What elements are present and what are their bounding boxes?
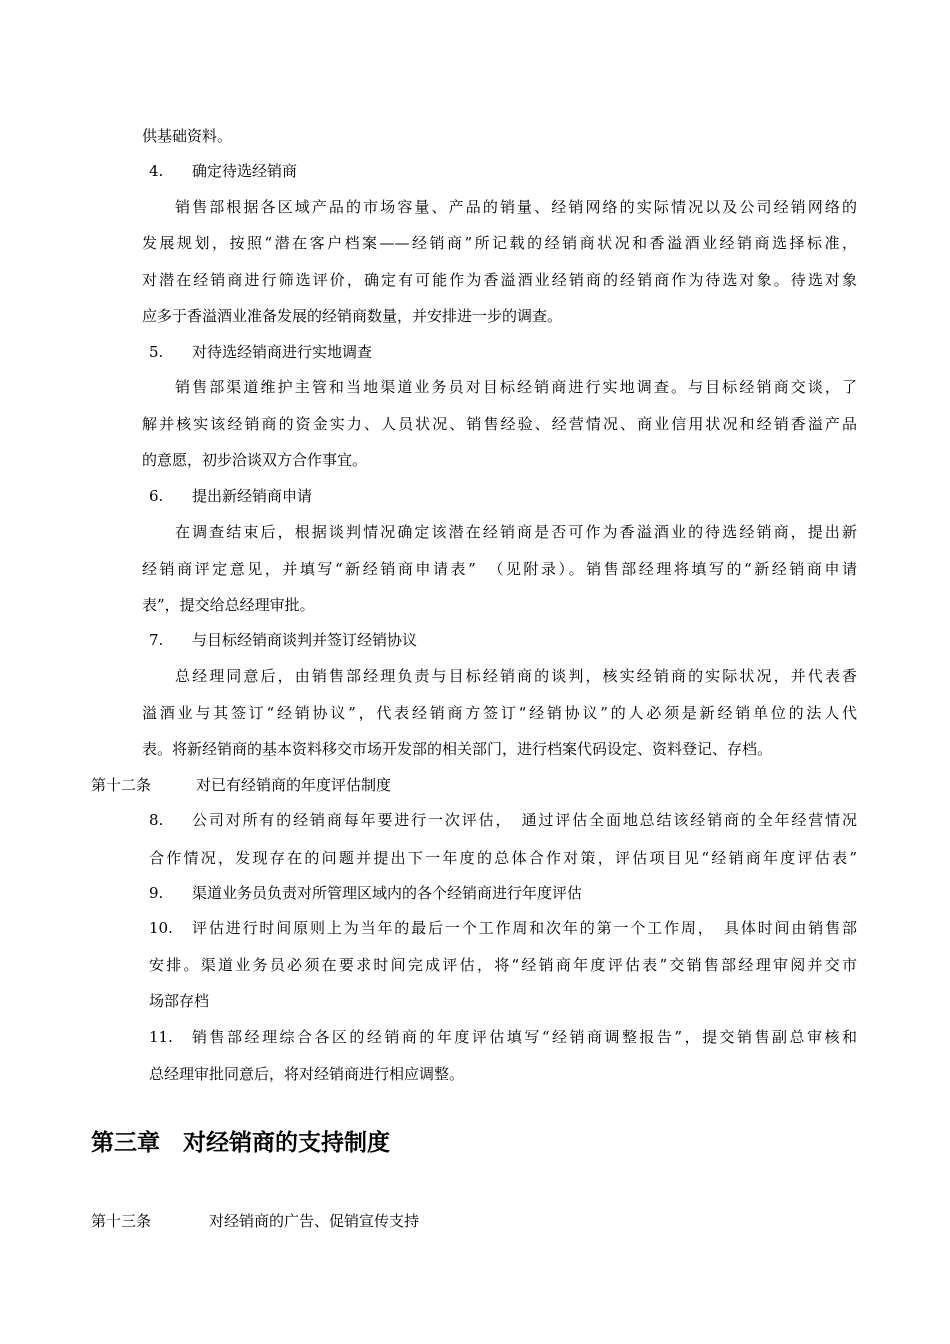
article-label: 第十二条 xyxy=(91,776,152,794)
paragraph-line: 公司对所有的经销商每年要进行一次评估， 通过评估全面地总结该经销商的全年经营情况 xyxy=(192,811,857,829)
paragraph-line: 供基础资料。 xyxy=(142,127,233,145)
paragraph-line: 的意愿，初步洽谈双方合作事宜。 xyxy=(142,451,368,469)
article-title: 对已有经销商的年度评估制度 xyxy=(196,776,392,794)
article-label: 第十三条 xyxy=(91,1212,152,1230)
item-number: 10. xyxy=(149,919,173,937)
chapter-heading: 第三章 对经销商的支持制度 xyxy=(91,1130,390,1156)
paragraph-line: 解并核实该经销商的资金实力、人员状况、销售经验、经营情况、商业信用状况和经销香溢产品 xyxy=(142,415,857,433)
item-heading: 对待选经销商进行实地调查 xyxy=(192,343,373,361)
paragraph-line: 销售部根据各区域产品的市场容量、产品的销量、经销网络的实际情况以及公司经销网络的 xyxy=(175,198,857,216)
paragraph-line: 场部存档 xyxy=(149,992,210,1010)
item-number: 5. xyxy=(149,343,164,361)
paragraph-line: 对潜在经销商进行筛选评价，确定有可能作为香溢酒业经销商的经销商作为待选对象。待选对象 xyxy=(142,271,857,289)
paragraph-line: 总经理同意后，由销售部经理负责与目标经销商的谈判，核实经销商的实际状况，并代表香 xyxy=(175,667,857,685)
paragraph-line: 经销商评定意见，并填写“新经销商申请表” （见附录）。销售部经理将填写的“新经销商申请 xyxy=(142,560,857,578)
paragraph-line: 表”，提交给总经理审批。 xyxy=(142,596,315,614)
paragraph-line: 表。将新经销商的基本资料移交市场开发部的相关部门，进行档案代码设定、资料登记、存档。 xyxy=(142,740,773,758)
paragraph-line: 发展规划，按照“潜在客户档案——经销商”所记载的经销商状况和香溢酒业经销商选择标准， xyxy=(142,234,857,252)
item-number: 8. xyxy=(149,811,164,829)
paragraph-line: 安排。渠道业务员必须在要求时间完成评估，将“经销商年度评估表”交销售部经理审阅并交市 xyxy=(149,956,857,974)
item-heading: 提出新经销商申请 xyxy=(192,487,313,505)
item-number: 9. xyxy=(149,884,164,902)
paragraph-line: 评估进行时间原则上为当年的最后一个工作周和次年的第一个工作周， 具体时间由销售部 xyxy=(192,919,857,937)
paragraph-line: 合作情况，发现存在的问题并提出下一年度的总体合作对策，评估项目见“经销商年度评估表” xyxy=(149,849,857,867)
item-heading: 与目标经销商谈判并签订经销协议 xyxy=(192,631,418,649)
item-number: 6. xyxy=(149,487,164,505)
article-title: 对经销商的广告、促销宣传支持 xyxy=(209,1212,420,1230)
item-number: 11. xyxy=(149,1028,173,1046)
paragraph-line: 销售部渠道维护主管和当地渠道业务员对目标经销商进行实地调查。与目标经销商交谈，了 xyxy=(175,378,857,396)
paragraph-line: 在调查结束后，根据谈判情况确定该潜在经销商是否可作为香溢酒业的待选经销商，提出新 xyxy=(175,523,857,541)
paragraph-line: 总经理审批同意后，将对经销商进行相应调整。 xyxy=(149,1065,465,1083)
item-heading: 确定待选经销商 xyxy=(192,162,298,180)
item-number: 7. xyxy=(149,631,164,649)
paragraph-line: 销售部经理综合各区的经销商的年度评估填写“经销商调整报告”，提交销售副总审核和 xyxy=(192,1028,857,1046)
paragraph-line: 渠道业务员负责对所管理区域内的各个经销商进行年度评估 xyxy=(192,884,583,902)
paragraph-line: 应多于香溢酒业准备发展的经销商数量，并安排进一步的调查。 xyxy=(142,307,563,325)
paragraph-line: 溢酒业与其签订“经销协议”，代表经销商方签订“经销协议”的人必须是新经销单位的法人代 xyxy=(142,704,857,722)
item-number: 4. xyxy=(149,162,164,180)
